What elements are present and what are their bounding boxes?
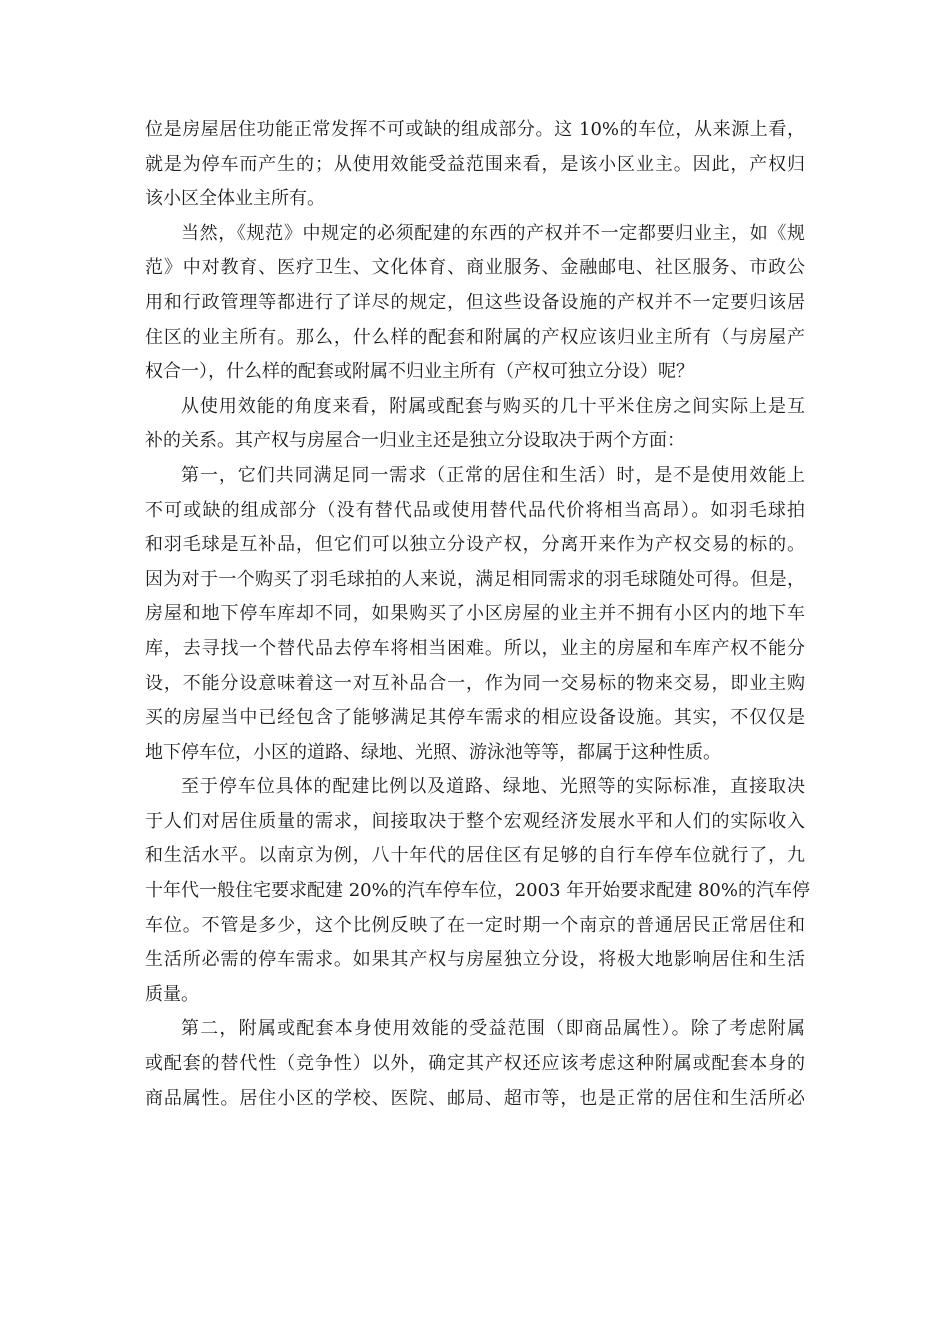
paragraph-1 — [145, 113, 805, 217]
text-line: 不可或缺的组成部分（没有替代品或使用替代品代价将相当高昂）。如羽毛球拍 — [145, 499, 805, 521]
paragraph-3 — [145, 390, 805, 459]
text-line: 第二，附属或配套本身使用效能的受益范围（即商品属性）。除了考虑附属 — [181, 1018, 805, 1040]
text-line: 和生活水平。以南京为例，八十年代的居住区有足够的自行车停车位就行了，九 — [145, 845, 805, 867]
text-line: 房屋和地下停车库却不同，如果购买了小区房屋的业主并不拥有小区内的地下车 — [145, 603, 805, 625]
text-line: 至于停车位具体的配建比例以及道路、绿地、光照等的实际标准，直接取决 — [181, 776, 805, 798]
text-line: 生活所必需的停车需求。如果其产权与房屋独立分设，将极大地影响居住和生活 — [145, 949, 805, 971]
text-line: 买的房屋当中已经包含了能够满足其停车需求的相应设备设施。其实，不仅仅是 — [145, 707, 805, 729]
text-line: 设，不能分设意味着这一对互补品合一，作为同一交易标的物来交易，即业主购 — [145, 672, 805, 694]
text-line: 质量。 — [145, 983, 199, 1005]
text-line: 住区的业主所有。那么，什么样的配套和附属的产权应该归业主所有（与房屋产 — [145, 326, 805, 348]
text-line: 补的关系。其产权与房屋合一归业主还是独立分设取决于两个方面： — [145, 430, 685, 452]
text-line: 库，去寻找一个替代品去停车将相当困难。所以，业主的房屋和车库产权不能分 — [145, 637, 805, 659]
text-line: 就是为停车而产生的；从使用效能受益范围来看，是该小区业主。因此，产权归 — [145, 153, 805, 175]
text-line: 于人们对居住质量的需求，间接取决于整个宏观经济发展水平和人们的实际收入 — [145, 810, 805, 832]
paragraph-4 — [145, 459, 805, 770]
paragraph-6 — [145, 1012, 805, 1116]
text-line: 第一，它们共同满足同一需求（正常的居住和生活）时，是不是使用效能上 — [181, 464, 805, 486]
paragraph-2 — [145, 217, 805, 390]
text-line: 地下停车位，小区的道路、绿地、光照、游泳池等等，都属于这种性质。 — [145, 741, 721, 763]
paragraph-5 — [145, 770, 810, 1012]
text-line: 范》中对教育、医疗卫生、文化体育、商业服务、金融邮电、社区服务、市政公 — [145, 257, 805, 279]
text-line: 当然，《规范》中规定的必须配建的东西的产权并不一定都要归业主，如《规 — [181, 222, 805, 244]
text-line: 和羽毛球是互补品，但它们可以独立分设产权，分离开来作为产权交易的标的。 — [145, 534, 805, 556]
text-line: 商品属性。居住小区的学校、医院、邮局、超市等，也是正常的居住和生活所必 — [145, 1087, 805, 1109]
text-line: 因为对于一个购买了羽毛球拍的人来说，满足相同需求的羽毛球随处可得。但是， — [145, 568, 805, 590]
text-line: 权合一），什么样的配套或附属不归业主所有（产权可独立分设）呢？ — [145, 361, 694, 383]
text-line: 该小区全体业主所有。 — [145, 188, 325, 210]
text-line: 用和行政管理等都进行了详尽的规定，但这些设备设施的产权并不一定要归该居 — [145, 291, 805, 313]
text-line: 位是房屋居住功能正常发挥不可或缺的组成部分。这 10%的车位，从来源上看， — [145, 119, 805, 140]
text-line: 车位。不管是多少，这个比例反映了在一定时期一个南京的普通居民正常居住和 — [145, 914, 805, 936]
document-body — [145, 113, 810, 1116]
text-line: 或配套的替代性（竞争性）以外，确定其产权还应该考虑这种附属或配套本身的 — [145, 1053, 805, 1075]
text-line: 十年代一般住宅要求配建 20%的汽车停车位，2003 年开始要求配建 80%的汽车停 — [145, 880, 810, 902]
text-line: 从使用效能的角度来看，附属或配套与购买的几十平米住房之间实际上是互 — [181, 395, 805, 417]
